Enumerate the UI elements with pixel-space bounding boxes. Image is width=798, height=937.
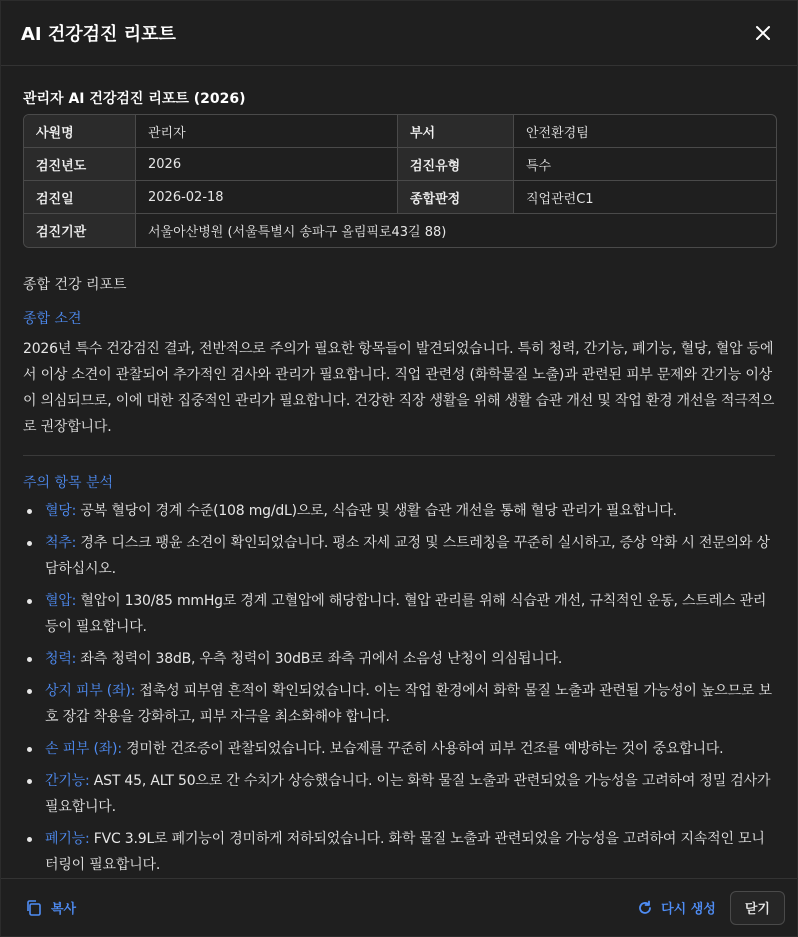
summary-heading: 종합 소견 [23,311,82,327]
list-item [23,588,775,640]
info-value: 안전환경팀 [514,115,776,148]
modal-title: AI 건강검진 리포트 [21,24,176,45]
list-item [23,768,775,820]
list-item [23,498,775,524]
item-label: 손 피부 (좌): [45,741,122,757]
info-value: 2026-02-18 [136,181,398,214]
item-label: 척추: [45,535,77,551]
item-label: 상지 피부 (좌): [45,683,136,699]
modal-content[interactable] [1,66,797,878]
copy-button[interactable] [25,898,76,917]
analysis-list [23,498,775,878]
close-icon [755,25,771,41]
modal-header [1,1,797,66]
info-label: 검진유형 [398,148,514,181]
item-label: 폐기능: [45,831,90,847]
info-value: 2026 [136,148,398,181]
info-label: 부서 [398,115,514,148]
close-button[interactable] [749,19,777,47]
regenerate-button[interactable] [637,898,716,917]
info-table [23,114,777,248]
item-text: 좌측 청력이 38dB, 우측 청력이 30dB로 좌측 귀에서 소음성 난청이 의심됩니다. [76,651,563,667]
list-item [23,530,775,582]
report-title: 관리자 AI 건강검진 리포트 (2026) [23,91,246,107]
modal-footer [1,878,797,936]
list-item [23,736,775,762]
divider [23,455,775,456]
item-label: 간기능: [45,773,90,789]
item-text: 접촉성 피부염 흔적이 확인되었습니다. 이는 작업 환경에서 화학 물질 노출과 관련될 가능성이 높으므로 보호 장갑 착용을 강화하고, 피부 자극을 최소화해야 합니다. [45,683,772,725]
item-text: 공복 혈당이 경계 수준(108 mg/dL)으로, 식습관 및 생활 습관 개선을 통해 혈당 관리가 필요합니다. [76,503,677,519]
refresh-icon [637,900,653,916]
info-label: 검진일 [24,181,136,214]
close-footer-button[interactable]: 닫기 [730,891,785,925]
list-item [23,678,775,730]
info-label: 검진기관 [24,214,136,247]
copy-label: 복사 [51,902,77,917]
table-row [24,214,776,247]
info-label: 종합판정 [398,181,514,214]
item-label: 혈당: [45,503,77,519]
list-item [23,826,775,878]
summary-text: 2026년 특수 건강검진 결과, 전반적으로 주의가 필요한 항목들이 발견되었습니다. 특히 청력, 간기능, 폐기능, 혈당, 혈압 등에서 이상 소견이 관찰되어 추가적인 검사와 관리가 필요합니다. 직업 관련성 (화학물질 노출)과 관련된 피부 문제와 간기능 이상이 의심되므로, 이에 대한 집중적인 관리가 필요합니다. 건강한 직장 생활을 위해 생활 습관 개선 및 작업 환경 개선을 적극적으로 권장합니다. [23,341,775,435]
footer-actions [637,891,785,925]
regenerate-label: 다시 생성 [661,902,716,917]
info-value: 관리자 [136,115,398,148]
table-row [24,115,776,148]
info-label: 사원명 [24,115,136,148]
item-text: AST 45, ALT 50으로 간 수치가 상승했습니다. 이는 화학 물질 노출과 관련되었을 가능성을 고려하여 정밀 검사가 필요합니다. [45,773,771,815]
item-label: 청력: [45,651,77,667]
info-label: 검진년도 [24,148,136,181]
info-value: 직업관련C1 [514,181,776,214]
item-text: 혈압이 130/85 mmHg로 경계 고혈압에 해당합니다. 혈압 관리를 위해 식습관 개선, 규칙적인 운동, 스트레스 관리 등이 필요합니다. [45,593,767,635]
list-item [23,646,775,672]
copy-icon [25,899,43,917]
item-label: 혈압: [45,593,77,609]
analysis-heading: 주의 항목 분석 [23,475,114,491]
item-text: 경미한 건조증이 관찰되었습니다. 보습제를 꾸준히 사용하여 피부 건조를 예방하는 것이 중요합니다. [121,741,724,757]
info-value: 서울아산병원 (서울특별시 송파구 올림픽로43길 88) [148,225,447,240]
section-heading: 종합 건강 리포트 [23,277,127,293]
item-text: 경추 디스크 팽윤 소견이 확인되었습니다. 평소 자세 교정 및 스트레칭을 꾸준히 실시하고, 증상 악화 시 전문의와 상담하십시오. [45,535,770,577]
info-value: 특수 [514,148,776,181]
table-row [24,181,776,214]
table-row [24,148,776,181]
item-text: FVC 3.9L로 폐기능이 경미하게 저하되었습니다. 화학 물질 노출과 관련되었을 가능성을 고려하여 지속적인 모니터링이 필요합니다. [45,831,765,873]
